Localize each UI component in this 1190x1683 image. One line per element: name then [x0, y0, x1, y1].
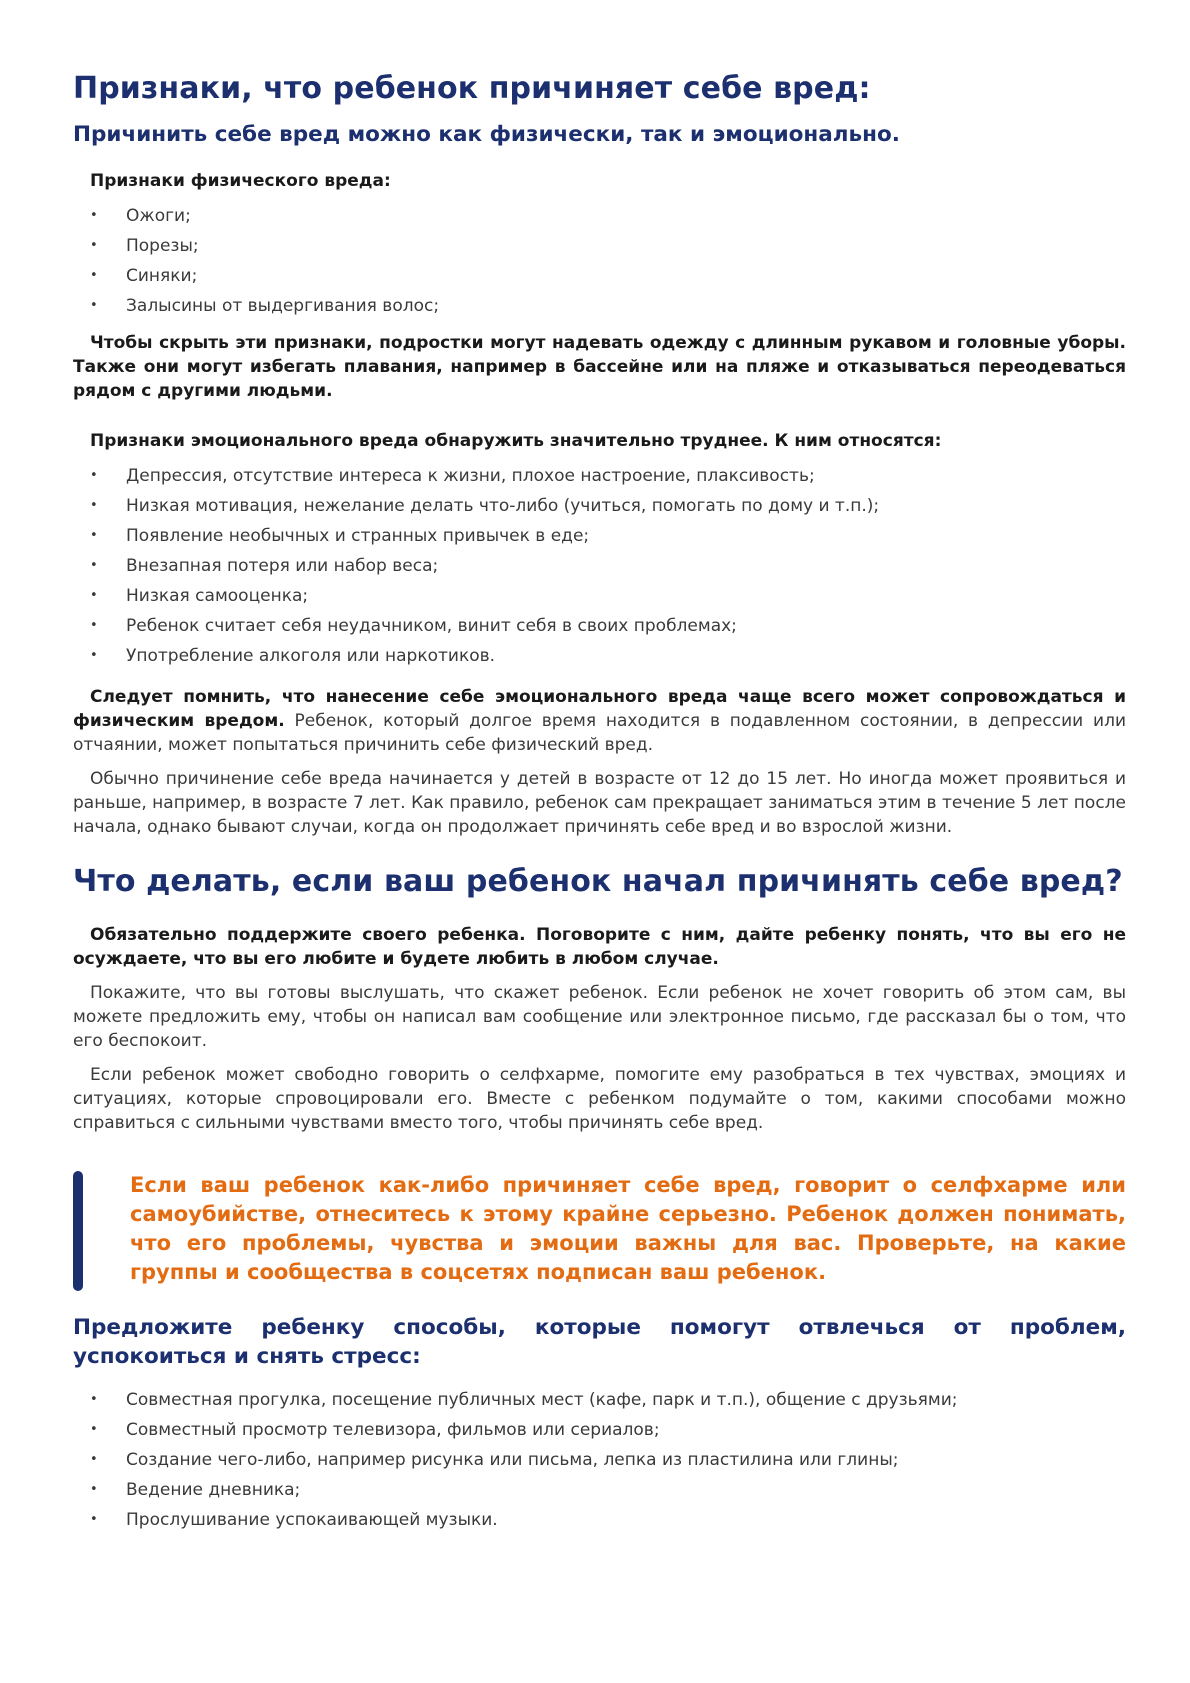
suggest-list	[73, 1385, 1126, 1535]
remember-bold-text: Следует помнить, что нанесение себе эмоционального вреда чаще всего может сопровождаться и физическим вредом.	[73, 687, 1126, 731]
list-item: • Прослушивание успокаивающей музыки.	[73, 1505, 1126, 1535]
physical-signs-heading: Признаки физического вреда:	[90, 171, 391, 191]
callout-accent-bar	[73, 1171, 83, 1291]
list-item: • Появление необычных и странных привычек в еде;	[73, 521, 1126, 551]
selfharm-talk-paragraph: Если ребенок может свободно говорить о селфхарме, помогите ему разобраться в тех чувствах, эмоциях и ситуациях, которые спровоцировали его. Вместе с ребенком подумайте о том, какими способами можно справиться с сильными чувствами вместо того, чтобы причинять себе вред.	[73, 1065, 1126, 1133]
section1-title: Признаки, что ребенок причиняет себе вред:	[73, 71, 871, 106]
remember-paragraph	[73, 685, 1126, 757]
list-item: • Совместная прогулка, посещение публичных мест (кафе, парк и т.п.), общение с друзьями;	[73, 1385, 1126, 1415]
remember-rest-text: Ребенок, который долгое время находится в подавленном состоянии, в депрессии или отчаянии, может попытаться причинить себе физический вред.	[73, 711, 1126, 755]
emotional-signs-heading: Признаки эмоционального вреда обнаружить значительно труднее. К ним относятся:	[90, 431, 942, 451]
list-item: • Низкая самооценка;	[73, 581, 1126, 611]
list-item: • Ведение дневника;	[73, 1475, 1126, 1505]
list-item: • Депрессия, отсутствие интереса к жизни, плохое настроение, плаксивость;	[73, 461, 1126, 491]
support-paragraph: Обязательно поддержите своего ребенка. Поговорите с ним, дайте ребенку понять, что вы его не осуждаете, что вы его любите и будете любить в любом случае.	[73, 925, 1126, 969]
emotional-signs-list	[73, 461, 1126, 671]
listen-paragraph: Покажите, что вы готовы выслушать, что скажет ребенок. Если ребенок не хочет говорить об этом сам, вы можете предложить ему, чтобы он написал вам сообщение или электронное письмо, где рассказал бы о том, что его беспокоит.	[73, 983, 1126, 1051]
list-item: • Ожоги;	[73, 201, 1126, 231]
section2-title: Что делать, если ваш ребенок начал причинять себе вред?	[73, 864, 1123, 899]
list-item: • Совместный просмотр телевизора, фильмов или сериалов;	[73, 1415, 1126, 1445]
section1-subtitle: Причинить себе вред можно как физически, так и эмоционально.	[73, 122, 900, 147]
callout-text: Если ваш ребенок как-либо причиняет себе вред, говорит о селфхарме или самоубийстве, отнеситесь к этому крайне серьезно. Ребенок должен понимать, что его проблемы, чувства и эмоции важны для вас. Проверьте, на какие группы и сообщества в соцсетях подписан ваш ребенок.	[130, 1173, 1126, 1284]
warning-callout	[73, 1171, 1126, 1287]
list-item: • Ребенок считает себя неудачником, винит себя в своих проблемах;	[73, 611, 1126, 641]
list-item: • Порезы;	[73, 231, 1126, 261]
list-item: • Употребление алкоголя или наркотиков.	[73, 641, 1126, 671]
list-item: • Синяки;	[73, 261, 1126, 291]
document-page	[73, 70, 1126, 1535]
age-paragraph: Обычно причинение себе вреда начинается у детей в возрасте от 12 до 15 лет. Но иногда может проявиться и раньше, например, в возрасте 7 лет. Как правило, ребенок сам прекращает заниматься этим в течение 5 лет после начала, однако бывают случаи, когда он продолжает причинять себе вред и во взрослой жизни.	[73, 769, 1126, 837]
suggest-heading: Предложите ребенку способы, которые помогут отвлечься от проблем, успокоиться и снять стресс:	[73, 1315, 1126, 1369]
list-item: • Низкая мотивация, нежелание делать что-либо (учиться, помогать по дому и т.п.);	[73, 491, 1126, 521]
list-item: • Залысины от выдергивания волос;	[73, 291, 1126, 321]
physical-signs-list	[73, 201, 1126, 321]
list-item: • Создание чего-либо, например рисунка или письма, лепка из пластилина или глины;	[73, 1445, 1126, 1475]
list-item: • Внезапная потеря или набор веса;	[73, 551, 1126, 581]
hide-signs-paragraph: Чтобы скрыть эти признаки, подростки могут надевать одежду с длинным рукавом и головные уборы. Также они могут избегать плавания, например в бассейне или на пляже и отказываться переодеваться рядом с другими людьми.	[73, 333, 1126, 401]
